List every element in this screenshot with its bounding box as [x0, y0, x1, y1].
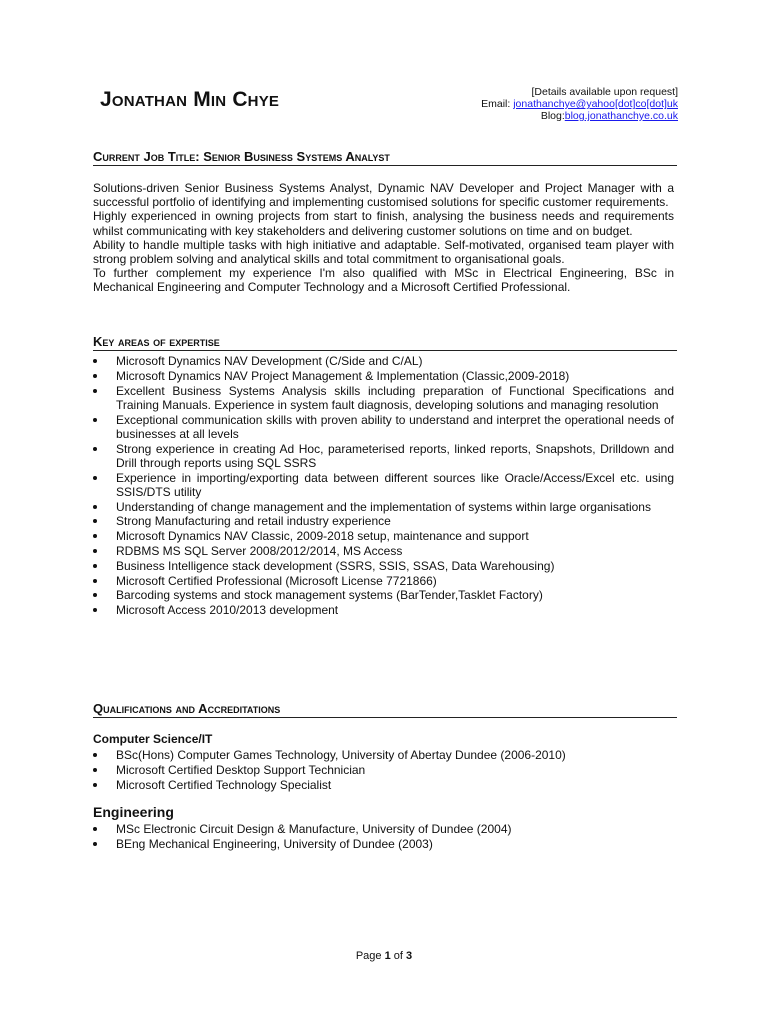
- list-item: BSc(Hons) Computer Games Technology, University of Abertay Dundee (2006-2010): [93, 748, 674, 762]
- candidate-name: Jonathan Min Chye: [100, 88, 280, 111]
- blog-link[interactable]: blog.jonathanchye.co.uk: [564, 110, 678, 122]
- current-page: 1: [384, 950, 391, 962]
- of-word: of: [390, 950, 407, 962]
- list-item: BEng Mechanical Engineering, University of Dundee (2003): [93, 837, 674, 851]
- list-item: Microsoft Access 2010/2013 development: [93, 603, 674, 617]
- summary-paragraph: Ability to handle multiple tasks with high initiative and adaptable. Self-motivated, organised team player with strong problem solving and analytical skills and total commitment to organisational goals.: [93, 237, 674, 267]
- expertise-list: [93, 354, 674, 618]
- list-item: Business Intelligence stack development (SSRS, SSIS, SSAS, Data Warehousing): [93, 559, 674, 573]
- list-item: MSc Electronic Circuit Design & Manufacture, University of Dundee (2004): [93, 822, 674, 836]
- email-link[interactable]: jonathanchye@yahoo[dot]co[dot]uk: [513, 98, 678, 110]
- computer-science-list: [93, 748, 674, 792]
- list-item: Strong experience in creating Ad Hoc, parameterised reports, linked reports, Snapshots, Drilldown and Drill through reports using SQL SSRS: [93, 442, 674, 470]
- details-note: [Details available upon request]: [531, 86, 678, 98]
- total-pages: 3: [406, 950, 413, 962]
- summary-text: [93, 181, 674, 295]
- list-item: Microsoft Certified Professional (Microsoft License 7721866): [93, 574, 674, 588]
- page-number: [0, 950, 768, 962]
- summary-paragraph: Highly experienced in owning projects from start to finish, analysing the business needs and requirements whilst communicating with key stakeholders and delivering customer solutions on time and on budget.: [93, 209, 674, 238]
- list-item: Barcoding systems and stock management systems (BarTender,Tasklet Factory): [93, 588, 674, 602]
- list-item: Microsoft Certified Technology Specialist: [93, 778, 674, 792]
- list-item: Exceptional communication skills with proven ability to understand and interpret the operational needs of businesses at all levels: [93, 413, 674, 441]
- list-item: Microsoft Dynamics NAV Classic, 2009-2018 setup, maintenance and support: [93, 529, 674, 543]
- list-item: Microsoft Dynamics NAV Project Management & Implementation (Classic,2009-2018): [93, 369, 674, 383]
- computer-science-subheading: Computer Science/IT: [93, 732, 213, 746]
- qualifications-heading: Qualifications and Accreditations: [93, 701, 677, 718]
- blog-line: [481, 110, 678, 122]
- list-item: Strong Manufacturing and retail industry experience: [93, 514, 674, 528]
- summary-paragraph: To further complement my experience I'm also qualified with MSc in Electrical Engineering, BSc in Mechanical Engineering and Computer Technology and a Microsoft Certified Professional.: [93, 266, 674, 295]
- list-item: Microsoft Dynamics NAV Development (C/Side and C/AL): [93, 354, 674, 368]
- list-item: Excellent Business Systems Analysis skills including preparation of Functional Specifications and Training Manuals. Experience in system fault diagnosis, developing solutions and managing resolution: [93, 384, 674, 412]
- email-line: [481, 98, 678, 110]
- email-label: Email:: [481, 98, 514, 110]
- summary-paragraph: Solutions-driven Senior Business Systems Analyst, Dynamic NAV Developer and Project Manager with a successful portfolio of identifying and implementing customised solutions for specific customer requirements.: [93, 181, 674, 210]
- current-job-heading: Current Job Title: Senior Business Systems Analyst: [93, 149, 677, 166]
- engineering-subheading: Engineering: [93, 804, 174, 820]
- expertise-heading: Key areas of expertise: [93, 334, 677, 351]
- list-item: Experience in importing/exporting data between different sources like Oracle/Access/Excel etc. using SSIS/DTS utility: [93, 471, 674, 499]
- list-item: Understanding of change management and the implementation of systems within large organisations: [93, 500, 674, 514]
- page-word: Page: [355, 950, 385, 962]
- engineering-list: [93, 822, 674, 852]
- blog-label: Blog:: [540, 110, 565, 122]
- contact-block: [481, 86, 678, 122]
- list-item: Microsoft Certified Desktop Support Technician: [93, 763, 674, 777]
- list-item: RDBMS MS SQL Server 2008/2012/2014, MS Access: [93, 544, 674, 558]
